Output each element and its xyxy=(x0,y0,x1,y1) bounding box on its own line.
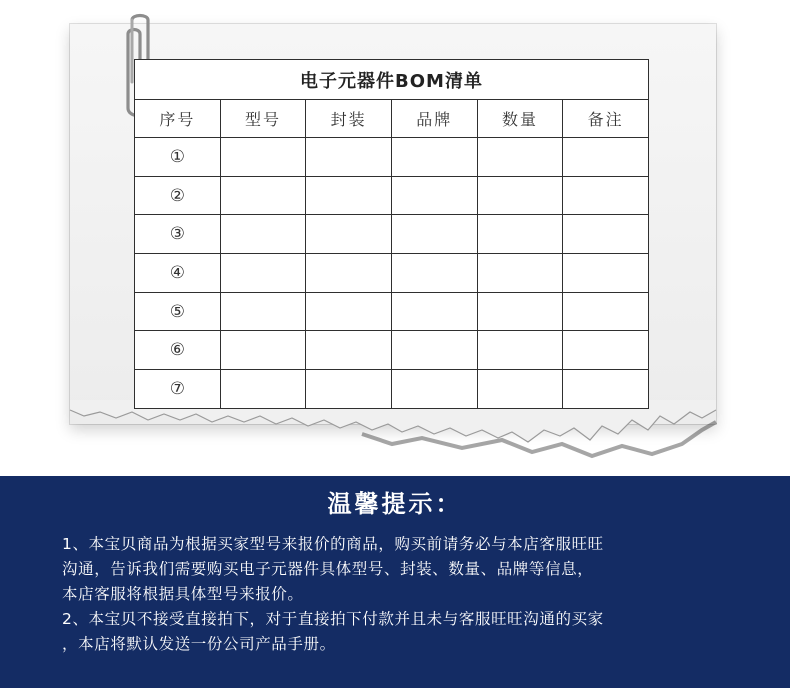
table-cell xyxy=(563,138,649,177)
table-cell xyxy=(391,292,477,331)
table-cell xyxy=(306,370,392,409)
table-cell xyxy=(391,176,477,215)
row-index: ③ xyxy=(135,215,221,254)
table-cell xyxy=(391,138,477,177)
table-cell xyxy=(563,254,649,293)
notice-title: 温馨提示： xyxy=(327,490,463,518)
column-header: 型号 xyxy=(220,100,306,138)
table-cell xyxy=(477,331,563,370)
bom-title: 电子元器件BOM清单 xyxy=(135,60,649,100)
table-cell xyxy=(391,254,477,293)
table-cell xyxy=(563,331,649,370)
table-cell xyxy=(563,176,649,215)
table-row xyxy=(135,292,649,331)
table-cell xyxy=(391,370,477,409)
table-cell xyxy=(563,292,649,331)
table-cell xyxy=(220,331,306,370)
table-cell xyxy=(563,370,649,409)
column-header: 封装 xyxy=(306,100,392,138)
row-index: ⑤ xyxy=(135,292,221,331)
torn-paper-edge xyxy=(62,400,724,460)
table-row xyxy=(135,138,649,177)
column-header: 数量 xyxy=(477,100,563,138)
table-cell xyxy=(306,176,392,215)
bom-table xyxy=(134,59,649,409)
table-cell xyxy=(306,331,392,370)
table-cell xyxy=(220,254,306,293)
notice-line: 2、本宝贝不接受直接拍下，对于直接拍下付款并且未与客服旺旺沟通的买家 xyxy=(62,610,604,628)
table-cell xyxy=(391,215,477,254)
table-cell xyxy=(477,176,563,215)
table-cell xyxy=(220,292,306,331)
table-cell xyxy=(220,215,306,254)
table-cell xyxy=(306,292,392,331)
table-cell xyxy=(477,215,563,254)
table-cell xyxy=(306,254,392,293)
row-index: ② xyxy=(135,176,221,215)
table-cell xyxy=(391,331,477,370)
table-cell xyxy=(477,254,563,293)
table-cell xyxy=(563,215,649,254)
table-row xyxy=(135,331,649,370)
notice-line: 沟通，告诉我们需要购买电子元器件具体型号、封装、数量、品牌等信息， xyxy=(62,560,594,578)
column-header: 品牌 xyxy=(391,100,477,138)
table-cell xyxy=(220,138,306,177)
table-cell xyxy=(477,292,563,331)
table-row xyxy=(135,215,649,254)
notice-line: 1、本宝贝商品为根据买家型号来报价的商品，购买前请务必与本店客服旺旺 xyxy=(62,535,604,553)
row-index: ⑥ xyxy=(135,331,221,370)
column-header: 序号 xyxy=(135,100,221,138)
table-cell xyxy=(306,138,392,177)
row-index: ④ xyxy=(135,254,221,293)
table-cell xyxy=(220,176,306,215)
notice-line: ，本店将默认发送一份公司产品手册。 xyxy=(62,635,336,653)
table-row xyxy=(135,370,649,409)
table-header-row xyxy=(135,100,649,138)
table-cell xyxy=(306,215,392,254)
table-row xyxy=(135,176,649,215)
table-cell xyxy=(477,370,563,409)
row-index: ① xyxy=(135,138,221,177)
table-row xyxy=(135,254,649,293)
column-header: 备注 xyxy=(563,100,649,138)
notice-line: 本店客服将根据具体型号来报价。 xyxy=(62,585,304,603)
row-index: ⑦ xyxy=(135,370,221,409)
table-cell xyxy=(220,370,306,409)
table-cell xyxy=(477,138,563,177)
